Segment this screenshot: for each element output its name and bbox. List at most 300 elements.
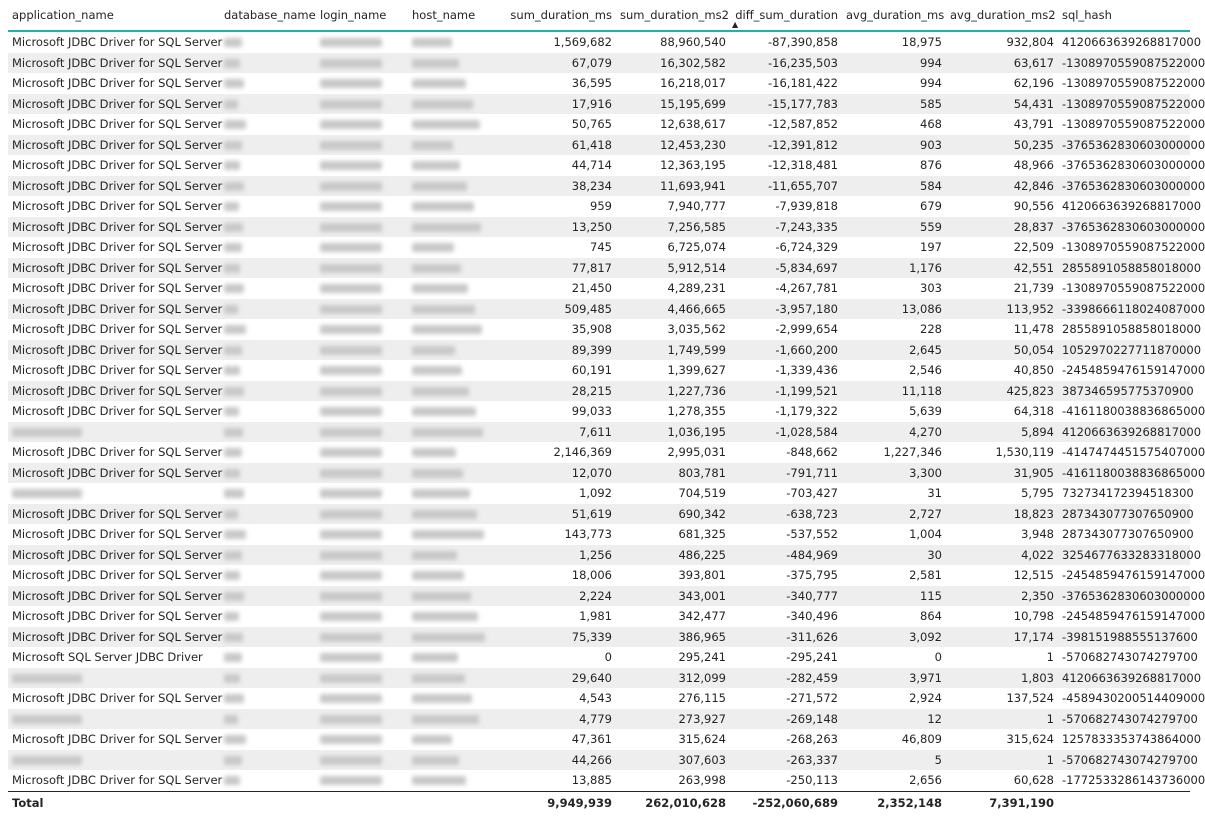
redacted-login-name [320,366,382,375]
cell-avg-duration-ms: 3,092 [842,627,946,648]
table-row[interactable] [8,31,1190,53]
cell-diff-sum-duration: -263,337 [730,750,842,771]
redacted-login-name [320,674,382,683]
cell-application-name: Microsoft JDBC Driver for SQL Server [12,158,223,173]
column-header-application-name[interactable]: application_name [8,0,220,31]
table-row[interactable] [8,606,1190,627]
cell-sum-duration-ms: 745 [590,240,612,255]
redacted-database-name [224,141,242,150]
redacted-login-name [320,264,382,273]
cell-sum-duration-ms2: 12,363,195 [660,158,726,173]
cell-avg-duration-ms: 0 [934,650,942,665]
cell-avg-duration-ms: 2,727 [842,504,946,525]
cell-sum-duration-ms: 44,714 [571,158,612,173]
redacted-application-name [12,428,82,437]
redacted-database-name [224,325,246,334]
cell-login-name [316,237,408,258]
table-row[interactable] [8,729,1190,750]
redacted-login-name [320,776,382,785]
cell-application-name: Microsoft JDBC Driver for SQL Server [12,363,223,378]
column-header-sql-hash[interactable]: sql_hash [1058,0,1190,31]
cell-login-name [316,31,408,53]
cell-diff-sum-duration: -1,179,322 [775,404,838,419]
cell-avg-duration-ms: 2,581 [909,568,942,583]
redacted-login-name [320,653,382,662]
cell-sql-hash: 1257833353743864000 [1062,732,1202,747]
cell-sum-duration-ms2: 315,624 [678,732,726,747]
column-header-diff-sum-duration[interactable] [730,0,842,31]
redacted-host-name [412,489,470,498]
cell-host-name [408,463,506,484]
cell-avg-duration-ms2: 1 [946,709,1058,730]
cell-login-name [316,258,408,279]
redacted-login-name [320,325,382,334]
cell-sum-duration-ms2: 393,801 [678,568,726,583]
cell-host-name [408,73,506,94]
cell-host-name [408,442,506,463]
table-row[interactable] [8,73,1190,94]
redacted-database-name [224,489,244,498]
cell-avg-duration-ms2: 1 [1046,650,1054,665]
cell-sum-duration-ms: 38,234 [506,176,616,197]
table-row[interactable] [8,237,1190,258]
table-row[interactable] [8,442,1190,463]
cell-application-name: Microsoft JDBC Driver for SQL Server [8,340,220,361]
redacted-host-name [412,776,466,785]
cell-database-name [220,709,316,730]
redacted-host-name [412,428,483,437]
cell-sql-hash: -3765362830603000000 [1058,217,1190,238]
cell-application-name: Microsoft JDBC Driver for SQL Server [12,527,223,542]
column-header-diff-sum-duration-label: diff_sum_duration [735,8,838,22]
cell-avg-duration-ms2: 18,823 [946,504,1058,525]
cell-avg-duration-ms2: 137,524 [1006,691,1054,706]
column-header-database-name[interactable]: database_name [220,0,316,31]
total-sql-hash [1058,791,1190,814]
table-row[interactable] [8,53,1190,74]
cell-sum-duration-ms: 4,779 [506,709,616,730]
table-row[interactable] [8,340,1190,361]
cell-avg-duration-ms2: 1,803 [946,668,1058,689]
cell-login-name [316,565,408,586]
cell-sum-duration-ms2: 16,302,582 [616,53,730,74]
cell-diff-sum-duration: -4,267,781 [775,281,838,296]
redacted-login-name [320,612,382,621]
cell-diff-sum-duration: -16,235,503 [730,53,842,74]
cell-login-name [316,319,408,340]
cell-diff-sum-duration: -848,662 [786,445,838,460]
cell-login-name [316,176,408,197]
cell-sql-hash: -398151988555137600 [1058,627,1190,648]
redacted-host-name [412,387,469,396]
table-row[interactable] [8,524,1190,545]
column-header-sum-duration-ms[interactable]: sum_duration_ms [506,0,616,31]
table-row[interactable] [8,750,1190,771]
table-row[interactable] [8,401,1190,422]
cell-avg-duration-ms2: 3,948 [1021,527,1054,542]
redacted-database-name [224,366,240,375]
cell-avg-duration-ms: 4,270 [842,422,946,443]
cell-host-name [408,114,506,135]
cell-host-name [408,504,506,525]
table-row[interactable] [8,586,1190,607]
redacted-host-name [412,243,454,252]
table-row[interactable] [8,94,1190,115]
cell-avg-duration-ms: 3,971 [842,668,946,689]
redacted-database-name [224,448,242,457]
cell-sum-duration-ms: 89,399 [506,340,616,361]
cell-diff-sum-duration: -7,939,818 [775,199,838,214]
cell-sql-hash: 4120663639268817000 [1058,422,1190,443]
cell-sql-hash: -1308970559087522000 [1062,240,1205,255]
cell-sum-duration-ms: 509,485 [506,299,616,320]
total-sum-duration-ms2: 262,010,628 [616,791,730,814]
redacted-host-name [412,715,479,724]
cell-sum-duration-ms: 44,266 [506,750,616,771]
cell-avg-duration-ms: 903 [842,135,946,156]
cell-sum-duration-ms2: 276,115 [678,691,726,706]
cell-sum-duration-ms2: 1,278,355 [667,404,726,419]
cell-application-name: Microsoft JDBC Driver for SQL Server [8,381,220,402]
cell-login-name [316,606,408,627]
cell-database-name [220,237,316,258]
redacted-host-name [412,469,463,478]
table-row[interactable] [8,258,1190,279]
redacted-database-name [224,346,242,355]
cell-application-name: Microsoft JDBC Driver for SQL Server [12,568,223,583]
table-body [8,31,1205,791]
redacted-host-name [412,366,462,375]
cell-application-name: Microsoft JDBC Driver for SQL Server [12,35,223,50]
cell-avg-duration-ms: 1,227,346 [883,445,942,460]
cell-sql-hash: 2855891058858018000 [1058,258,1190,279]
table-row[interactable] [8,196,1190,217]
cell-sum-duration-ms2: 681,325 [678,527,726,542]
cell-avg-duration-ms2: 113,952 [946,299,1058,320]
cell-host-name [408,668,506,689]
cell-avg-duration-ms2: 1,530,119 [995,445,1054,460]
redacted-host-name [412,182,467,191]
cell-sum-duration-ms2: 5,912,514 [616,258,730,279]
redacted-host-name [412,592,471,601]
redacted-database-name [224,59,240,68]
cell-avg-duration-ms2: 48,966 [1013,158,1054,173]
table-row[interactable] [8,688,1190,709]
cell-sum-duration-ms2: 486,225 [616,545,730,566]
redacted-login-name [320,79,382,88]
table-row[interactable] [8,299,1190,320]
cell-sum-duration-ms2: 12,453,230 [616,135,730,156]
table-row[interactable] [8,176,1190,197]
cell-sum-duration-ms2: 7,256,585 [616,217,730,238]
cell-sql-hash: -1308970559087522000 [1062,117,1205,132]
cell-sum-duration-ms: 60,191 [571,363,612,378]
cell-host-name [408,155,506,176]
cell-sum-duration-ms: 21,450 [571,281,612,296]
cell-diff-sum-duration: -11,655,707 [730,176,842,197]
cell-avg-duration-ms2: 5,894 [946,422,1058,443]
cell-database-name [220,217,316,238]
redacted-login-name [320,530,382,539]
table-row[interactable] [8,422,1190,443]
cell-diff-sum-duration: -1,339,436 [775,363,838,378]
column-header-avg-duration-ms[interactable]: avg_duration_ms [842,0,946,31]
cell-application-name: Microsoft JDBC Driver for SQL Server [12,240,223,255]
cell-host-name [408,586,506,607]
cell-login-name [316,155,408,176]
cell-sum-duration-ms: 0 [604,650,612,665]
cell-login-name [316,340,408,361]
redacted-database-name [224,633,243,642]
cell-application-name: Microsoft JDBC Driver for SQL Server [12,76,223,91]
cell-sum-duration-ms2: 4,289,231 [667,281,726,296]
redacted-host-name [412,100,473,109]
redacted-database-name [224,694,244,703]
cell-sql-hash: -4589430200514409000 [1062,691,1205,706]
cell-sql-hash: 732734172394518300 [1062,486,1194,501]
redacted-login-name [320,407,382,416]
cell-sum-duration-ms2: 1,399,627 [667,363,726,378]
cell-sql-hash: -2454859476159147000 [1062,609,1205,624]
cell-login-name [316,422,408,443]
cell-sum-duration-ms2: 12,638,617 [660,117,726,132]
cell-diff-sum-duration: -1,660,200 [730,340,842,361]
cell-host-name [408,606,506,627]
table-row[interactable] [8,770,1190,791]
total-row [8,791,1190,814]
cell-login-name [316,586,408,607]
redacted-host-name [412,284,468,293]
redacted-database-name [224,223,243,232]
cell-sql-hash: 4120663639268817000 [1062,199,1202,214]
cell-application-name: Microsoft JDBC Driver for SQL Server [12,322,223,337]
column-header-login-name[interactable]: login_name [316,0,408,31]
cell-host-name [408,360,506,381]
cell-login-name [316,94,408,115]
redacted-host-name [412,202,474,211]
redacted-host-name [412,674,465,683]
cell-avg-duration-ms2: 50,054 [946,340,1058,361]
cell-sql-hash: -2454859476159147000 [1062,568,1205,583]
cell-sum-duration-ms: 7,611 [506,422,616,443]
cell-diff-sum-duration: -87,390,858 [768,35,838,50]
cell-login-name [316,504,408,525]
cell-avg-duration-ms: 303 [920,281,942,296]
cell-diff-sum-duration: -12,318,481 [768,158,838,173]
total-label: Total [8,791,220,814]
cell-database-name [220,442,316,463]
cell-database-name [220,422,316,443]
cell-avg-duration-ms2: 42,551 [946,258,1058,279]
cell-sum-duration-ms2: 7,940,777 [667,199,726,214]
cell-avg-duration-ms: 994 [842,53,946,74]
cell-application-name: Microsoft JDBC Driver for SQL Server [8,299,220,320]
table-row[interactable] [8,381,1190,402]
cell-diff-sum-duration: -268,263 [786,732,838,747]
table-row[interactable] [8,545,1190,566]
redacted-login-name [320,756,382,765]
cell-sum-duration-ms: 18,006 [571,568,612,583]
redacted-database-name [224,469,240,478]
redacted-login-name [320,346,382,355]
cell-sql-hash: -570682743074279700 [1062,650,1198,665]
cell-diff-sum-duration: -3,957,180 [730,299,842,320]
cell-avg-duration-ms: 197 [920,240,942,255]
cell-host-name [408,278,506,299]
column-header-host-name[interactable]: host_name [408,0,506,31]
cell-sql-hash: 1052970227711870000 [1058,340,1190,361]
cell-avg-duration-ms2: 62,196 [1013,76,1054,91]
cell-avg-duration-ms: 559 [842,217,946,238]
total-cell-database-name [220,791,316,814]
cell-avg-duration-ms2: 43,791 [1013,117,1054,132]
cell-sum-duration-ms2: 4,466,665 [616,299,730,320]
cell-diff-sum-duration: -484,969 [730,545,842,566]
total-cell-host-name [408,791,506,814]
redacted-database-name [224,120,246,129]
cell-application-name: Microsoft JDBC Driver for SQL Server [8,53,220,74]
column-header-sum-duration-ms2[interactable]: sum_duration_ms2 [616,0,730,31]
cell-diff-sum-duration: -340,777 [730,586,842,607]
cell-database-name [220,73,316,94]
cell-application-name [8,668,220,689]
cell-sum-duration-ms2: 88,960,540 [660,35,726,50]
cell-sum-duration-ms: 1,256 [506,545,616,566]
cell-host-name [408,319,506,340]
redacted-database-name [224,612,239,621]
redacted-database-name [224,571,240,580]
redacted-database-name [224,182,244,191]
cell-diff-sum-duration: -5,834,697 [730,258,842,279]
table-row[interactable] [8,504,1190,525]
table-row[interactable] [8,360,1190,381]
redacted-application-name [12,489,82,498]
cell-diff-sum-duration: -250,113 [786,773,838,788]
cell-application-name: Microsoft JDBC Driver for SQL Server [12,732,223,747]
cell-database-name [220,360,316,381]
redacted-login-name [320,141,382,150]
cell-sql-hash: -4161180038836865000 [1058,463,1190,484]
cell-host-name [408,524,506,545]
table-row[interactable] [8,278,1190,299]
redacted-login-name [320,592,382,601]
cell-host-name [408,545,506,566]
redacted-database-name [224,530,246,539]
cell-avg-duration-ms: 2,645 [842,340,946,361]
table-row[interactable] [8,319,1190,340]
cell-host-name [408,483,506,504]
cell-sum-duration-ms: 4,543 [579,691,612,706]
cell-sql-hash: 4120663639268817000 [1062,35,1202,50]
cell-application-name [8,483,220,504]
cell-sum-duration-ms: 1,569,682 [553,35,612,50]
cell-database-name [220,53,316,74]
cell-sql-hash: 4120663639268817000 [1058,668,1190,689]
table-row[interactable] [8,135,1190,156]
cell-sum-duration-ms: 35,908 [571,322,612,337]
cell-login-name [316,627,408,648]
column-header-avg-duration-ms2[interactable]: avg_duration_ms2 [946,0,1058,31]
cell-sql-hash: -3765362830603000000 [1058,135,1190,156]
cell-avg-duration-ms: 31 [927,486,942,501]
table-row[interactable] [8,483,1190,504]
cell-host-name [408,258,506,279]
cell-sum-duration-ms2: 342,477 [678,609,726,624]
redacted-login-name [320,120,382,129]
total-diff-sum-duration: -252,060,689 [730,791,842,814]
cell-avg-duration-ms: 228 [920,322,942,337]
table-row[interactable] [8,627,1190,648]
cell-sum-duration-ms2: 803,781 [616,463,730,484]
cell-diff-sum-duration: -12,587,852 [768,117,838,132]
cell-sql-hash: -4147474451575407000 [1062,445,1205,460]
cell-avg-duration-ms: 115 [842,586,946,607]
cell-sql-hash: -1308970559087522000 [1062,281,1205,296]
redacted-login-name [320,243,382,252]
cell-application-name: Microsoft JDBC Driver for SQL Server [12,281,223,296]
cell-database-name [220,524,316,545]
redacted-login-name [320,448,382,457]
cell-sql-hash: 287343077307650900 [1062,527,1194,542]
cell-sql-hash: 2855891058858018000 [1062,322,1202,337]
redacted-host-name [412,510,477,519]
cell-avg-duration-ms2: 425,823 [946,381,1058,402]
cell-diff-sum-duration: -703,427 [786,486,838,501]
cell-host-name [408,299,506,320]
redacted-host-name [412,407,476,416]
table-row[interactable] [8,668,1190,689]
redacted-database-name [224,284,244,293]
table-row[interactable] [8,114,1190,135]
redacted-login-name [320,387,382,396]
cell-avg-duration-ms2: 10,798 [1013,609,1054,624]
redacted-host-name [412,633,485,642]
table-row[interactable] [8,463,1190,484]
cell-database-name [220,750,316,771]
cell-database-name [220,340,316,361]
table-row[interactable] [8,709,1190,730]
cell-sql-hash: -1308970559087522000 [1058,53,1190,74]
cell-application-name: Microsoft JDBC Driver for SQL Server [8,627,220,648]
cell-sum-duration-ms: 67,079 [506,53,616,74]
cell-avg-duration-ms: 679 [920,199,942,214]
cell-avg-duration-ms2: 31,905 [946,463,1058,484]
redacted-login-name [320,284,382,293]
redacted-host-name [412,612,478,621]
table-row[interactable] [8,217,1190,238]
redacted-host-name [412,79,466,88]
cell-sql-hash: -3765362830603000000 [1062,158,1205,173]
cell-host-name [408,688,506,709]
table-row[interactable] [8,565,1190,586]
cell-sum-duration-ms2: 3,035,562 [667,322,726,337]
cell-avg-duration-ms2: 11,478 [1013,322,1054,337]
table-row[interactable] [8,155,1190,176]
cell-sum-duration-ms: 12,070 [506,463,616,484]
table-row[interactable] [8,647,1190,668]
total-cell-login-name [316,791,408,814]
cell-login-name [316,278,408,299]
cell-avg-duration-ms2: 90,556 [1013,199,1054,214]
cell-login-name [316,709,408,730]
cell-diff-sum-duration: -282,459 [730,668,842,689]
redacted-database-name [224,674,240,683]
redacted-login-name [320,510,382,519]
cell-sql-hash: 287343077307650900 [1058,504,1190,525]
cell-sum-duration-ms2: 16,218,017 [660,76,726,91]
redacted-host-name [412,325,482,334]
cell-login-name [316,196,408,217]
